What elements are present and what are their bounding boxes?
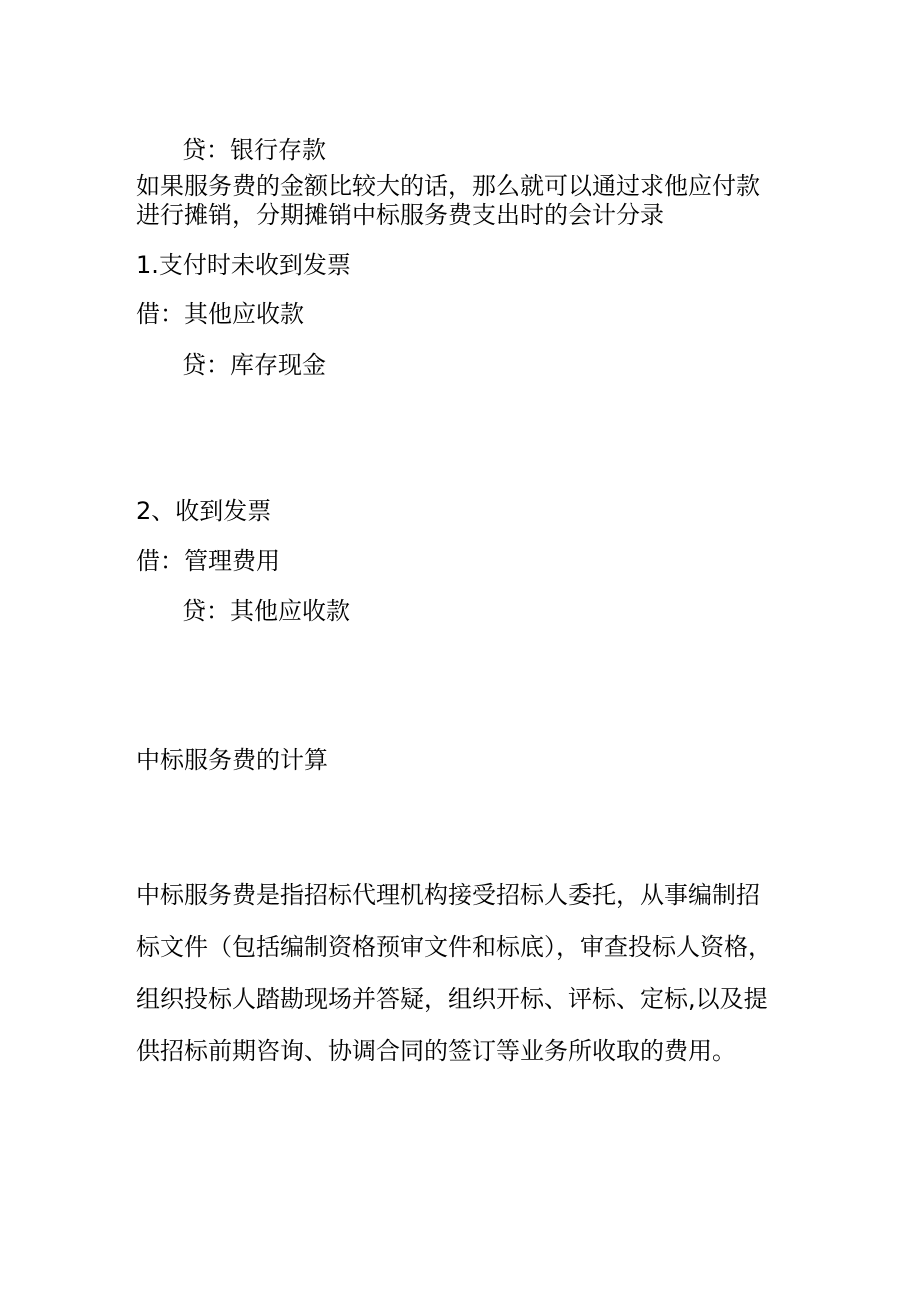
paragraph-line: 中标服务费是指招标代理机构接受招标人委托，从事编制招	[136, 881, 760, 909]
amortization-note-line-1: 如果服务费的金额比较大的话，那么就可以通过求他应付款	[136, 172, 760, 200]
paragraph-line: 组织投标人踏勘现场并答疑，组织开标、评标、定标,以及提	[136, 985, 768, 1013]
amortization-note-line-2: 进行摊销，分期摊销中标服务费支出时的会计分录	[136, 201, 664, 229]
debit-other-receivables-line: 借：其他应收款	[136, 300, 304, 328]
step-2-heading: 2、收到发票	[136, 497, 272, 525]
section-heading: 中标服务费的计算	[136, 746, 328, 774]
paragraph-line: 供招标前期咨询、协调合同的签订等业务所收取的费用。	[136, 1037, 736, 1065]
step-1-heading: 1.支付时未收到发票	[136, 251, 351, 279]
debit-management-expenses-line: 借：管理费用	[136, 547, 280, 575]
paragraph-line: 标文件（包括编制资格预审文件和标底），审查投标人资格，	[136, 933, 772, 961]
credit-bank-deposit-line: 贷：银行存款	[182, 136, 326, 164]
definition-paragraph	[136, 880, 786, 1088]
credit-other-receivables-line: 贷：其他应收款	[182, 597, 350, 625]
credit-cash-on-hand-line: 贷：库存现金	[182, 351, 326, 379]
